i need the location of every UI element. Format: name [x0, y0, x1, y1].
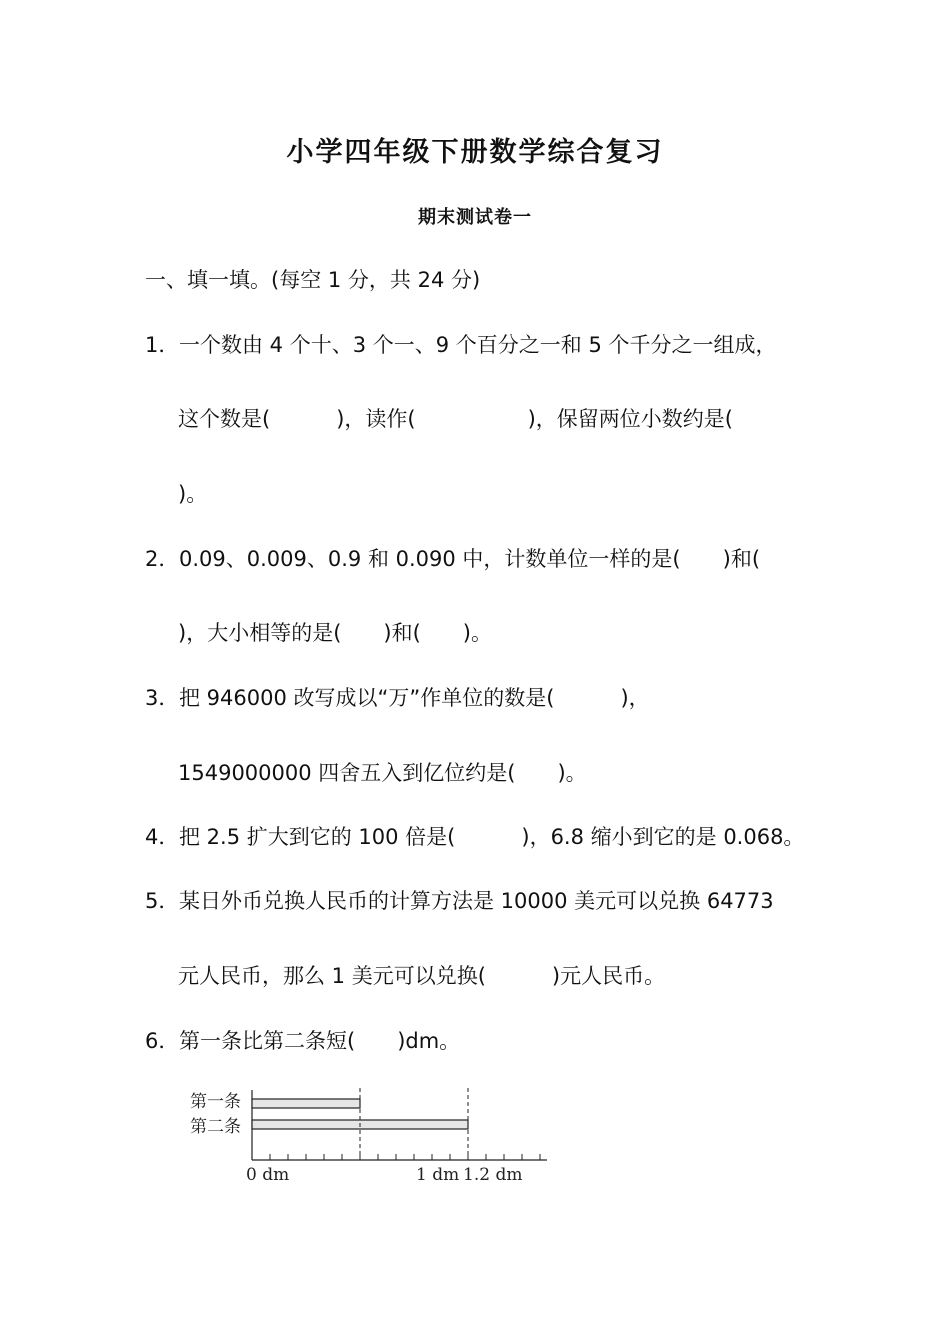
- question-text: 把 946000 改写成以“万”作单位的数是(: [179, 686, 555, 710]
- question-number: 2．: [145, 547, 180, 571]
- question-1-line-2: [178, 404, 733, 434]
- question-text: )和(: [383, 621, 421, 645]
- question-text: 一个数由 4 个十、3 个一、9 个百分之一和 5 个千分之一组成，: [179, 333, 777, 357]
- question-text: 元人民币，那么 1 美元可以兑换(: [178, 964, 486, 988]
- question-6-line-1: [145, 1026, 460, 1056]
- bar-2-label: 第二条: [190, 1117, 241, 1137]
- question-text: )。: [178, 482, 208, 506]
- question-2-line-1: [145, 544, 760, 574]
- question-text: 某日外币兑换人民币的计算方法是 10000 美元可以兑换 64773: [179, 889, 774, 913]
- page-subtitle: 期末测试卷一: [418, 207, 532, 228]
- question-number: 1．: [145, 333, 180, 357]
- question-3-line-2: [178, 758, 587, 788]
- tick-label-1: 1 dm: [416, 1165, 460, 1185]
- question-text: )元人民币。: [551, 964, 666, 988]
- page-title: 小学四年级下册数学综合复习: [286, 137, 664, 168]
- question-1-line-3: [178, 479, 207, 509]
- tick-label-0: 0 dm: [246, 1165, 290, 1185]
- question-2-line-2: [178, 618, 492, 648]
- question-number: 4．: [145, 825, 180, 849]
- question-text: )，读作(: [336, 407, 416, 431]
- bar-comparison-figure: [185, 1082, 565, 1192]
- question-1-line-1: [145, 330, 777, 360]
- question-text: )，保留两位小数约是(: [527, 407, 733, 431]
- question-text: )，6.8 缩小到它的是 0.068。: [521, 825, 805, 849]
- question-text: 把 2.5 扩大到它的 100 倍是(: [179, 825, 456, 849]
- question-text: )。: [557, 761, 587, 785]
- question-number: 5．: [145, 889, 180, 913]
- bar-1-label: 第一条: [190, 1092, 241, 1112]
- question-text: 第一条比第二条短(: [179, 1029, 356, 1053]
- question-5-line-2: [178, 961, 665, 991]
- question-text: )和(: [722, 547, 761, 571]
- question-text: 这个数是(: [178, 407, 271, 431]
- question-text: )。: [462, 621, 492, 645]
- bar-1: [252, 1099, 360, 1108]
- question-text: 0.09、0.009、0.9 和 0.090 中，计数单位一样的是(: [179, 547, 681, 571]
- question-5-line-1: [145, 886, 774, 916]
- section-heading: 一、填一填。(每空 1 分，共 24 分): [145, 268, 481, 292]
- tick-label-1-2: 1.2 dm: [463, 1165, 523, 1185]
- question-text: 1549000000 四舍五入到亿位约是(: [178, 761, 516, 785]
- question-text: )dm。: [397, 1029, 461, 1053]
- question-text: )，大小相等的是(: [178, 621, 342, 645]
- question-text: )，: [620, 686, 650, 710]
- question-number: 3．: [145, 686, 180, 710]
- question-number: 6．: [145, 1029, 180, 1053]
- question-3-line-1: [145, 683, 650, 713]
- question-4-line-1: [145, 822, 804, 852]
- ruler-ticks: [252, 1154, 540, 1160]
